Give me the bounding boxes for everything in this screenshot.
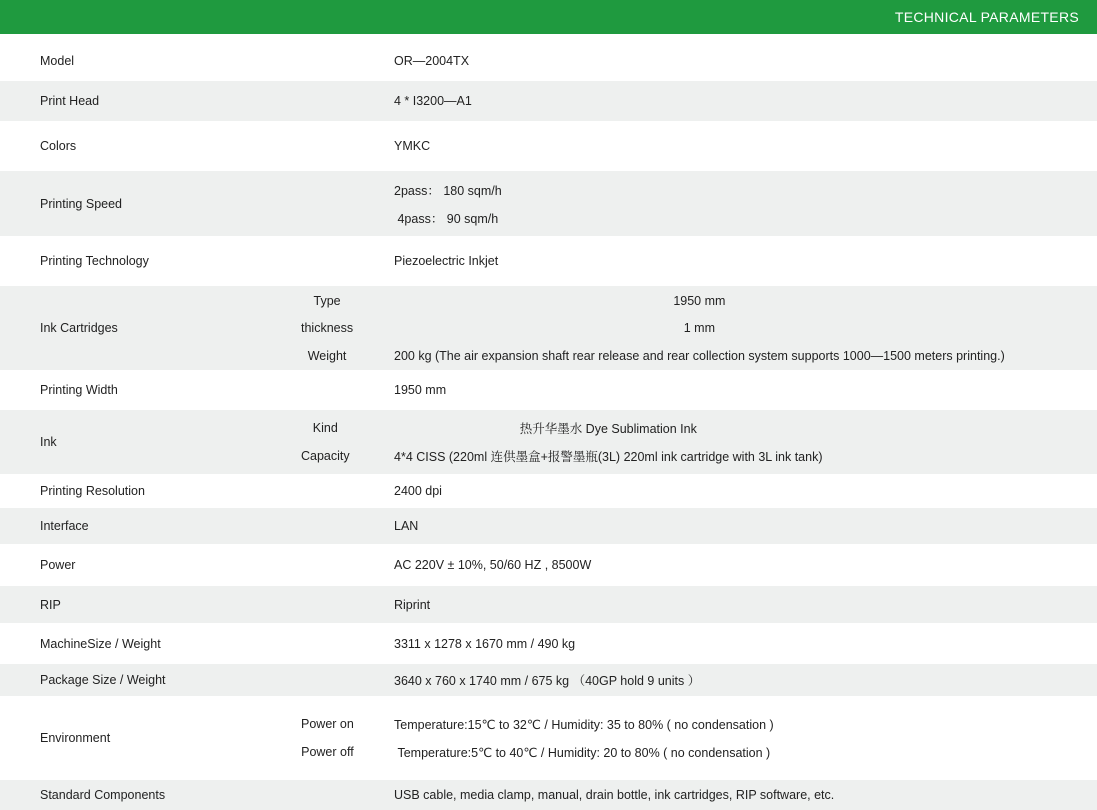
param-value: 3311 x 1278 x 1670 mm / 490 kg: [394, 636, 576, 651]
param-value: 4 * I3200—A1: [394, 94, 472, 108]
table-row: [0, 664, 1097, 696]
table-row: [0, 41, 1097, 81]
param-value: 1950 mm: [394, 383, 447, 397]
param-label: Printing Speed: [40, 196, 123, 211]
param-value: 1 mm: [683, 321, 715, 335]
sub-label-group: [301, 286, 353, 370]
param-value-group: [394, 410, 823, 474]
header-bar: [0, 0, 1097, 34]
param-value: OR—2004TX: [394, 54, 470, 68]
page-title: TECHNICAL PARAMETERS: [894, 9, 1079, 25]
param-value: 4pass： 90 sqm/h: [397, 211, 499, 226]
param-label: Printing Resolution: [40, 484, 145, 498]
param-value-group: [394, 286, 1005, 370]
param-value-group: [394, 171, 502, 236]
param-label: Printing Width: [40, 383, 118, 397]
table-row: [0, 544, 1097, 586]
param-label: MachineSize / Weight: [40, 636, 161, 651]
param-label: Ink: [40, 435, 57, 449]
param-label: Interface: [40, 519, 89, 533]
sub-label: Kind: [312, 420, 338, 435]
sub-label: thickness: [301, 321, 354, 335]
sub-label: Capacity: [301, 449, 350, 464]
param-value: Piezoelectric Inkjet: [394, 254, 499, 268]
param-value: AC 220V ± 10%, 50/60 HZ , 8500W: [394, 558, 592, 572]
param-value: 4*4 CISS (220ml 连供墨盒+报警墨瓶(3L) 220ml ink cartridge with 3L ink tank): [394, 450, 823, 465]
param-value: Riprint: [394, 597, 431, 612]
param-label: Standard Components: [40, 788, 166, 802]
table-row: [0, 236, 1097, 286]
param-label: Print Head: [40, 94, 100, 108]
param-label: Colors: [40, 139, 77, 153]
param-value: Temperature:15℃ to 32℃ / Humidity: 35 to 80% ( no condensation ): [394, 717, 774, 732]
param-label: Ink Cartridges: [40, 321, 118, 335]
spec-table: [0, 41, 1097, 810]
table-row: [0, 171, 1097, 236]
table-row: [0, 370, 1097, 410]
param-label: Printing Technology: [40, 254, 149, 268]
param-value: USB cable, media clamp, manual, drain bottle, ink cartridges, RIP software, etc.: [394, 788, 835, 802]
table-row: [0, 508, 1097, 544]
param-value-group: [394, 696, 774, 780]
sub-label-group: [301, 410, 350, 474]
table-row: [0, 696, 1097, 780]
param-value: 2pass： 180 sqm/h: [394, 183, 502, 198]
param-label: RIP: [40, 597, 61, 612]
table-row: [0, 121, 1097, 171]
param-value: YMKC: [394, 139, 431, 153]
param-label: Power: [40, 558, 76, 572]
table-row: [0, 780, 1097, 810]
table-row: [0, 474, 1097, 508]
sub-label: Power on: [301, 717, 354, 731]
sub-label-group: [301, 696, 354, 780]
sub-label: Power off: [301, 745, 354, 759]
param-label: Environment: [40, 731, 111, 745]
param-label: Model: [40, 54, 75, 68]
table-row: [0, 81, 1097, 121]
sub-label: Type: [313, 293, 341, 308]
param-value: 200 kg (The air expansion shaft rear release and rear collection system supports 1000—1500 meters printing.): [394, 348, 1005, 363]
table-row: [0, 286, 1097, 370]
param-value: 热升华墨水 Dye Sublimation Ink: [519, 421, 697, 436]
param-value: LAN: [394, 519, 419, 533]
param-value: 2400 dpi: [394, 484, 442, 498]
table-row: [0, 410, 1097, 474]
table-row: [0, 623, 1097, 664]
param-label: Package Size / Weight: [40, 673, 166, 687]
sub-label: Weight: [307, 348, 347, 363]
table-row: [0, 586, 1097, 623]
param-value: Temperature:5℃ to 40℃ / Humidity: 20 to 80% ( no condensation ): [397, 745, 771, 760]
param-value: 3640 x 760 x 1740 mm / 675 kg （40GP hold 9 units ）: [394, 674, 701, 688]
param-value: 1950 mm: [673, 293, 726, 308]
